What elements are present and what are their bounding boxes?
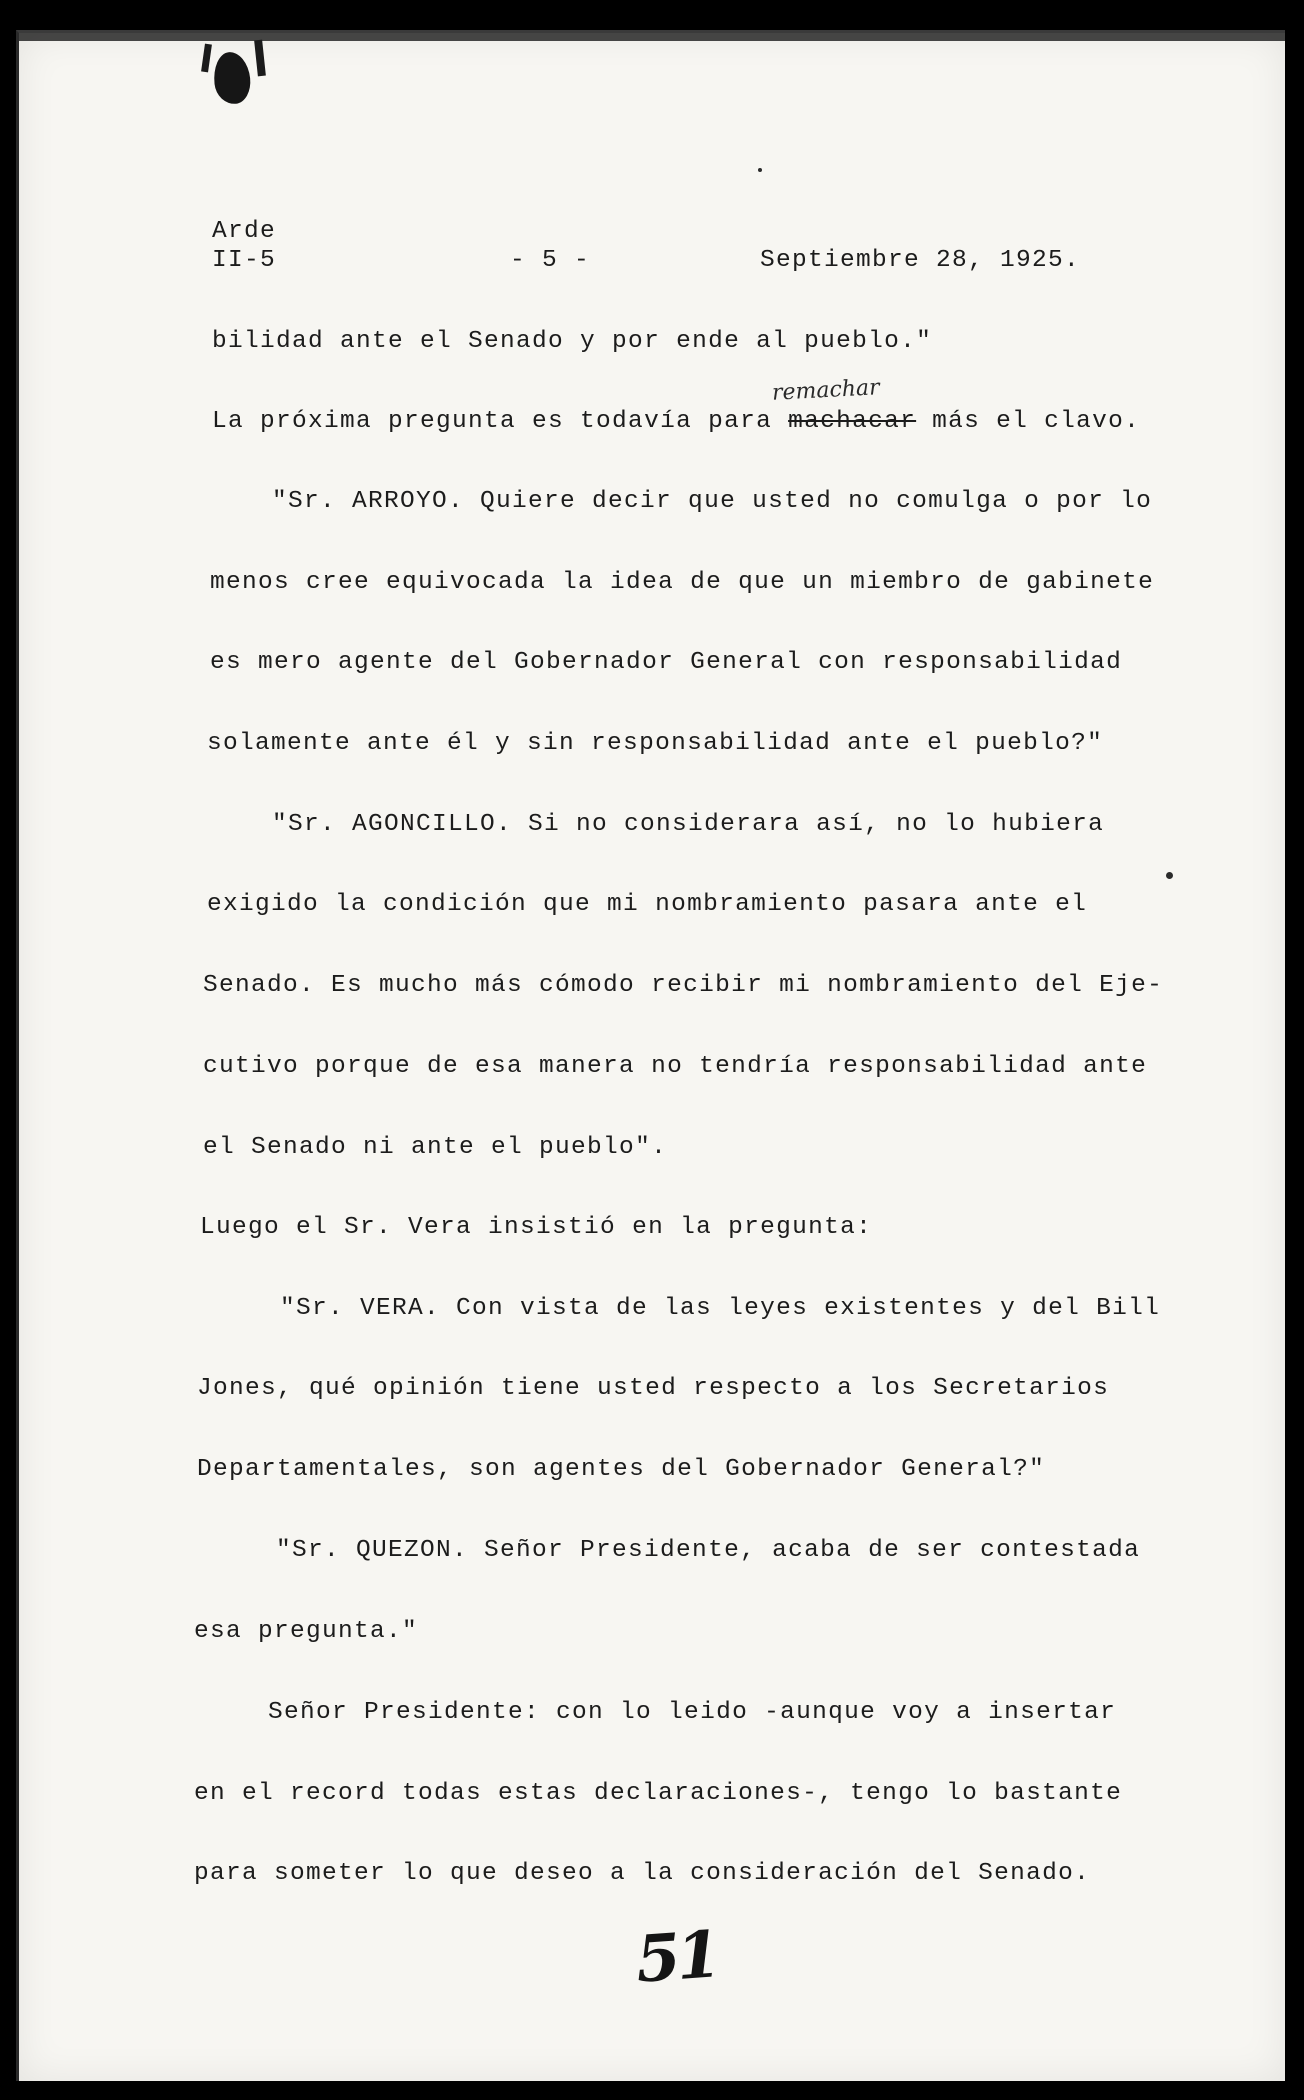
body-line-10: cutivo porque de esa manera no tendría responsabilidad ante <box>203 1053 1148 1080</box>
header-reference: II-5 <box>212 247 277 274</box>
header-date: Septiembre 28, 1925. <box>760 247 1081 274</box>
body-line-18: Señor Presidente: con lo leido -aunque voy a insertar <box>268 1699 1117 1726</box>
body-line-14: Jones, qué opinión tiene usted respecto a los Secretarios <box>197 1375 1110 1402</box>
body-line-11: el Senado ni ante el pueblo". <box>203 1134 668 1161</box>
header-author: Arde <box>212 218 277 245</box>
handwritten-correction: remachar <box>771 375 881 406</box>
body-line-12: Luego el Sr. Vera insistió en la pregunta: <box>200 1214 873 1241</box>
body-line-19: en el record todas estas declaraciones-, tengo lo bastante <box>194 1780 1123 1807</box>
struck-word: machacar <box>788 408 917 435</box>
body-line-3: "Sr. ARROYO. Quiere decir que usted no comulga o por lo <box>272 488 1153 515</box>
header-page-number: - 5 - <box>510 247 591 274</box>
handwritten-folio-number: 51 <box>633 1917 720 1998</box>
body-line-17: esa pregunta." <box>194 1618 419 1645</box>
body-line-6: solamente ante él y sin responsabilidad ante el pueblo?" <box>207 730 1104 757</box>
body-line-9: Senado. Es mucho más cómodo recibir mi nombramiento del Eje- <box>203 972 1164 999</box>
line-2-end: más el clavo. <box>916 408 1141 435</box>
body-line-7: "Sr. AGONCILLO. Si no considerara así, no lo hubiera <box>272 811 1105 838</box>
stray-ink-speck <box>1166 872 1173 879</box>
body-line-13: "Sr. VERA. Con vista de las leyes existentes y del Bill <box>280 1295 1161 1322</box>
body-line-5: es mero agente del Gobernador General con responsabilidad <box>210 649 1123 676</box>
body-line-2 <box>212 410 1140 435</box>
body-line-4: menos cree equivocada la idea de que un miembro de gabinete <box>210 569 1155 596</box>
body-line-20: para someter lo que deseo a la consideración del Senado. <box>194 1860 1091 1887</box>
scan-top-edge <box>19 33 1285 41</box>
body-line-15: Departamentales, son agentes del Gobernador General?" <box>197 1456 1046 1483</box>
line-2-start: La próxima pregunta es todavía para <box>212 408 789 435</box>
body-line-1: bilidad ante el Senado y por ende al pueblo." <box>212 328 933 355</box>
body-line-8: exigido la condición que mi nombramiento pasara ante el <box>207 891 1088 918</box>
body-line-16: "Sr. QUEZON. Señor Presidente, acaba de ser contestada <box>276 1537 1141 1564</box>
stray-ink-speck <box>758 168 762 172</box>
